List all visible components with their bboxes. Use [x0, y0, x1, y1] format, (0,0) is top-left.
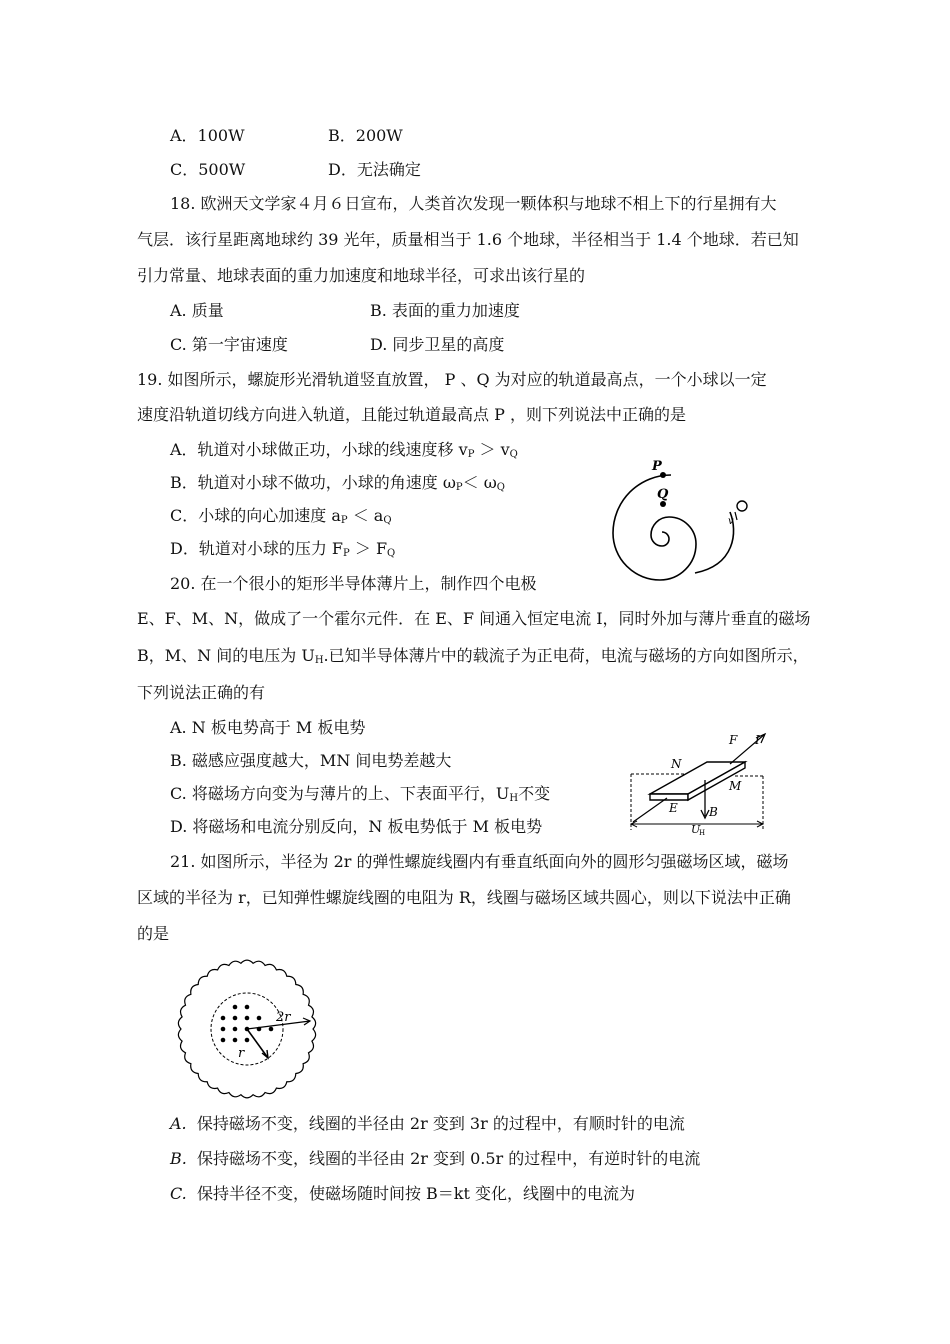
label-2r: 2r [276, 1010, 291, 1025]
q21-option-b-letter: B. [170, 1149, 187, 1168]
q21-option-b [170, 1149, 700, 1169]
q18-option-b: B. 表面的重力加速度 [370, 301, 520, 320]
q19-option-c-sub1: P [340, 515, 348, 526]
label-m: M [729, 779, 742, 793]
label-i: I [755, 733, 760, 747]
ball [737, 501, 747, 511]
hall-element-figure [625, 728, 775, 836]
q19-option-a-sub2: Q [509, 449, 518, 460]
q20-option-c-sub: H [509, 793, 519, 804]
q20-stem-line-4: 下列说法正确的有 [137, 683, 266, 702]
q21-option-a-text: 保持磁场不变，线圈的半径由 2r 变到 3r 的过程中，有顺时针的电流 [196, 1114, 685, 1133]
q20-stem-line-3 [137, 646, 809, 671]
q20-option-c [170, 784, 550, 809]
label-q: Q [657, 487, 669, 502]
q20-stem-line-3-b: .已知半导体薄片中的载流子为正电荷，电流与磁场的方向如图所示， [323, 646, 809, 665]
q20-option-b: B. 磁感应强度越大，MN 间电势差越大 [170, 751, 452, 770]
q19-option-a-mid: ＞ v [474, 440, 510, 459]
q19-option-a-sub1: P [467, 449, 475, 460]
q20-option-d: D. 将磁场和电流分别反向，N 板电势低于 M 板电势 [170, 817, 543, 836]
q19-option-d-sub2: Q [387, 548, 396, 559]
q20-stem-line-1: 20. 在一个很小的矩形半导体薄片上，制作四个电极 [170, 574, 537, 593]
q20-option-a: A. N 板电势高于 M 板电势 [170, 718, 366, 737]
q19-option-d [170, 539, 395, 564]
q17-option-d: D．无法确定 [328, 160, 421, 179]
q21-option-a-letter: A. [170, 1114, 187, 1133]
label-n: N [671, 757, 682, 771]
q19-option-a [170, 440, 518, 465]
q17-option-b: B．200W [328, 126, 403, 145]
q19-option-d-sub1: P [343, 548, 350, 559]
q18-option-d: D. 同步卫星的高度 [370, 335, 505, 354]
radius-r-arrow [247, 1029, 268, 1058]
q19-option-a-text: A．轨道对小球做正功，小球的线速度移 v [170, 440, 468, 459]
q17-option-c: C．500W [170, 160, 246, 179]
q18-stem-line-3: 引力常量、地球表面的重力加速度和地球半径，可求出该行星的 [137, 266, 586, 285]
q19-option-c [170, 506, 392, 531]
q19-option-b-sub1: P [455, 482, 463, 493]
q19-stem-line-1: 19. 如图所示，螺旋形光滑轨道竖直放置， P 、Q 为对应的轨道最高点，一个小球以一定 [137, 370, 767, 389]
q21-stem-line-2: 区域的半径为 r，已知弹性螺旋线圈的电阻为 R，线圈与磁场区域共圆心，则以下说法中正确 [137, 888, 791, 907]
velocity-arrow [735, 512, 737, 520]
label-v: v [728, 516, 734, 527]
q18-option-a: A. 质量 [170, 301, 224, 320]
coil-field-figure [172, 954, 322, 1104]
label-p: P [652, 459, 662, 474]
q21-option-b-text: 保持磁场不变，线圈的半径由 2r 变到 0.5r 的过程中，有逆时针的电流 [197, 1149, 701, 1168]
q19-stem-line-2: 速度沿轨道切线方向进入轨道，且能过轨道最高点 P ，则下列说法中正确的是 [137, 405, 686, 424]
current-wire [633, 798, 667, 822]
label-u: U [691, 823, 701, 836]
q21-option-c [170, 1184, 635, 1204]
q20-option-c-text-a: C. 将磁场方向变为与薄片的上、下表面平行，U [170, 784, 510, 803]
q20-option-c-text-b: 不变 [518, 784, 551, 803]
q19-option-d-text: D．轨道对小球的压力 F [170, 539, 344, 558]
spiral-track-figure [600, 440, 770, 580]
q21-option-c-text: 保持半径不变，使磁场随时间按 B＝kt 变化，线圈中的电流为 [196, 1184, 635, 1203]
q19-option-d-mid: ＞ F [349, 539, 388, 558]
q21-option-c-letter: C. [170, 1184, 187, 1203]
label-f: F [729, 733, 738, 747]
q19-option-b-mid: ＜ ω [462, 473, 497, 492]
q20-stem-line-3-a: B，M、N 间的电压为 U [137, 646, 315, 665]
q19-option-b-sub2: Q [496, 482, 505, 493]
q17-option-a: A．100W [170, 126, 245, 145]
label-u-sub: H [699, 829, 706, 837]
q18-stem-line-2: 气层．该行星距离地球约 39 光年，质量相当于 1.6 个地球，半径相当于 1.4 个地球．若已知 [137, 230, 799, 249]
semiconductor-slab-front [650, 794, 688, 800]
q18-option-c: C. 第一宇宙速度 [170, 335, 288, 354]
label-e: E [669, 801, 678, 815]
q21-option-a [170, 1114, 685, 1134]
label-r: r [238, 1046, 245, 1061]
q20-stem-line-3-sub: H [314, 655, 324, 666]
q19-option-b-text: B．轨道对小球不做功，小球的角速度 ω [170, 473, 456, 492]
spiral-track [613, 475, 696, 580]
q21-stem-line-3: 的是 [137, 924, 170, 943]
q19-option-c-mid: ＜ a [347, 506, 384, 525]
q19-option-c-sub2: Q [383, 515, 392, 526]
q19-option-c-text: C．小球的向心加速度 a [170, 506, 341, 525]
q20-stem-line-2: E、F、M、N，做成了一个霍尔元件．在 E、F 间通入恒定电流 I，同时外加与薄片垂直的磁场 [137, 609, 811, 628]
label-b: B [709, 805, 718, 819]
q18-stem-line-1: 18. 欧洲天文学家４月６日宣布，人类首次发现一颗体积与地球不相上下的行星拥有大 [170, 194, 777, 213]
q21-stem-line-1: 21. 如图所示，半径为 2r 的弹性螺旋线圈内有垂直纸面向外的圆形匀强磁场区域，磁场 [170, 852, 789, 871]
q19-option-b [170, 473, 505, 498]
field-dots [221, 1005, 274, 1043]
